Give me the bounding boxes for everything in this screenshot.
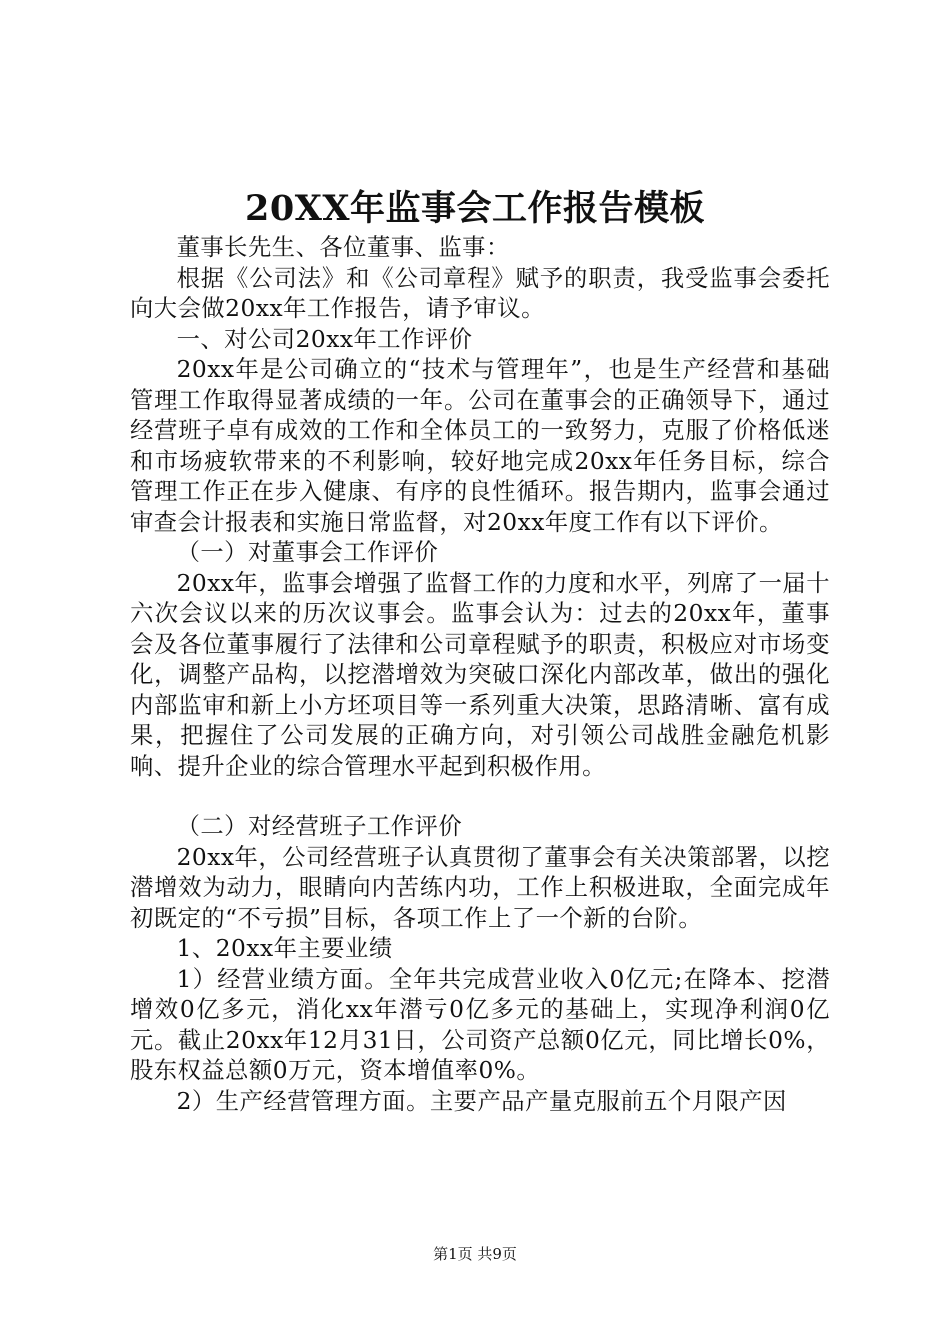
section-heading-1: 一、对公司20xx年工作评价 [176, 325, 473, 353]
document-body [130, 233, 830, 1117]
subsection-heading-2: （二）对经营班子工作评价 [176, 813, 463, 840]
list-heading-1: 1、20xx年主要业绩 [176, 935, 393, 962]
intro-paragraph: 根据《公司法》和《公司章程》赋予的职责，我受监事会委托向大会做20xx年工作报告，请予审议。 [130, 264, 830, 322]
page-footer: 第1页 共9页 [433, 1245, 517, 1263]
body-paragraph: 1）经营业绩方面。全年共完成营业收入0亿元;在降本、挖潜增效0亿多元，消化xx年潜亏0亿多元的基础上，实现净利润0亿元。截止20xx年12月31日，公司资产总额0亿元，同比增长0%，股东权益总额0万元，资本增值率0%。 [130, 965, 830, 1084]
body-paragraph: 20xx年，监事会增强了监督工作的力度和水平，列席了一届十六次会议以来的历次议事会。监事会认为：过去的20xx年，董事会及各位董事履行了法律和公司章程赋予的职责，积极应对市场变化，调整产品构，以挖潜增效为突破口深化内部改革，做出的强化内部监审和新上小方坯项目等一系列重大决策，思路清晰、富有成果，把握住了公司发展的正确方向，对引领公司战胜金融危机影响、提升企业的综合管理水平起到积极作用。 [130, 569, 830, 780]
document-title: 20XX年监事会工作报告模板 [244, 188, 706, 229]
body-paragraph: 20xx年是公司确立的“技术与管理年”，也是生产经营和基础管理工作取得显著成绩的一年。公司在董事会的正确领导下，通过经营班子卓有成效的工作和全体员工的一致努力，克服了价格低迷和市场疲软带来的不利影响，较好地完成20xx年任务目标，综合管理工作正在步入健康、有序的良性循环。报告期内，监事会通过审查会计报表和实施日常监督，对20xx年度工作有以下评价。 [130, 356, 830, 536]
body-paragraph: 2）生产经营管理方面。主要产品产量克服前五个月限产因 [176, 1087, 787, 1115]
subsection-heading-1: （一）对董事会工作评价 [176, 539, 439, 566]
body-paragraph: 20xx年，公司经营班子认真贯彻了董事会有关决策部署，以挖潜增效为动力，眼睛向内苦练内功，工作上积极进取，全面完成年初既定的“不亏损”目标，各项工作上了一个新的台阶。 [130, 843, 830, 932]
salutation-paragraph: 董事长先生、各位董事、监事： [176, 234, 510, 261]
